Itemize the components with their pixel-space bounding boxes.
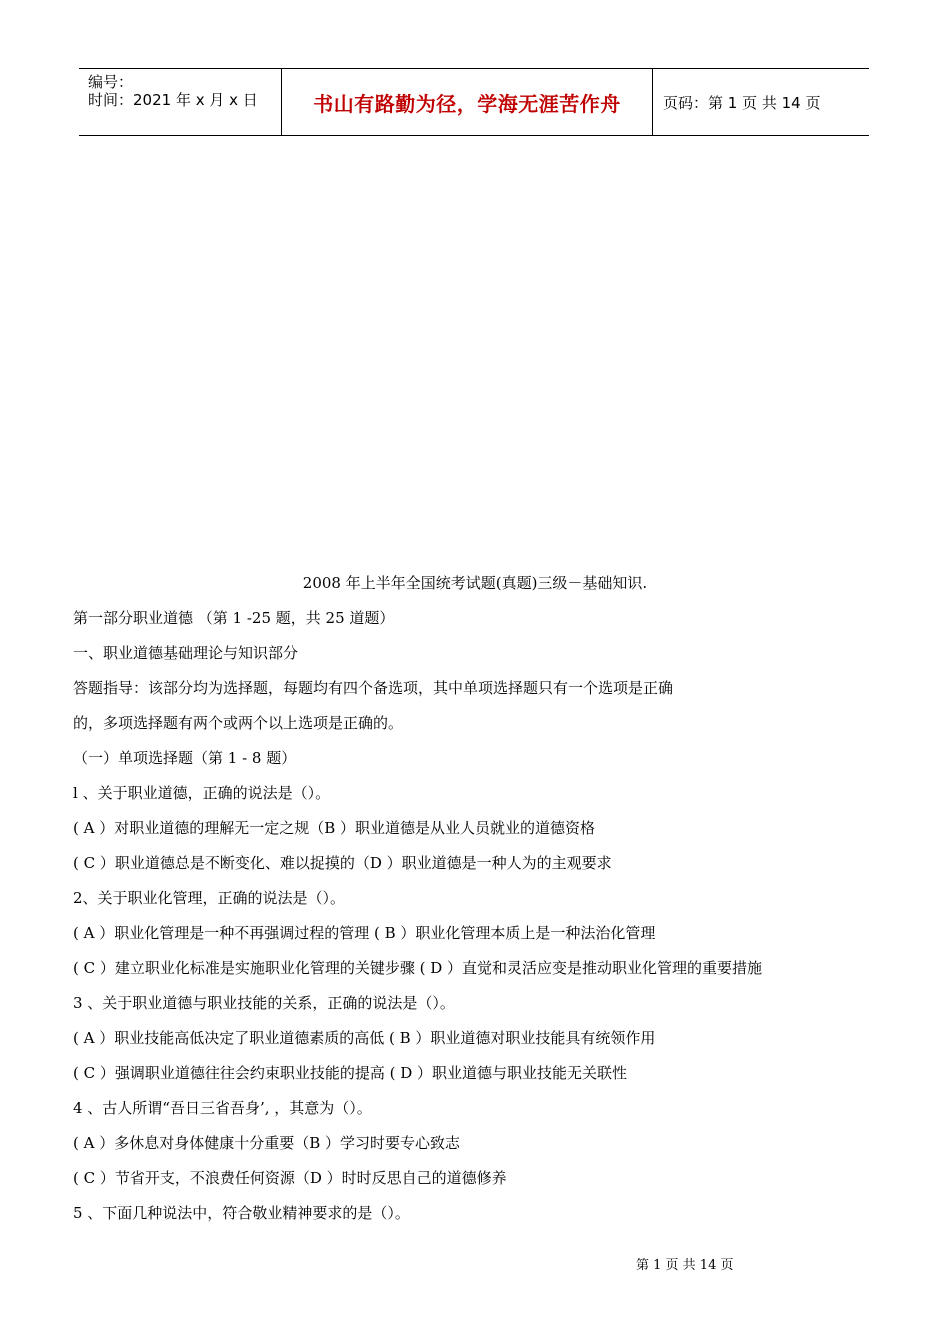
text-line: 一、职业道德基础理论与知识部分 [73,644,299,662]
text-line: （一）单项选择题（第 1 - 8 题） [73,749,297,767]
text-line: ( A ）职业化管理是一种不再强调过程的管理 ( B ）职业化管理本质上是一种法治化管理 [73,924,656,942]
text-line: ( A ）职业技能高低决定了职业道德素质的高低 ( B ）职业道德对职业技能具有统领作用 [73,1029,656,1047]
text-line: ( C ）建立职业化标准是实施职业化管理的关键步骤 ( D ）直觉和灵活应变是推动职业化管理的重要措施 [73,959,763,977]
header-motto-cell [281,69,653,135]
text-line: 答题指导：该部分均为选择题，每题均有四个备选项，其中单项选择题只有一个选项是正确 [73,679,674,697]
text-line: 3 、关于职业道德与职业技能的关系，正确的说法是（）。 [73,994,455,1012]
text-line: ( C ）强调职业道德往往会约束职业技能的提高 ( D ）职业道德与职业技能无关联性 [73,1064,628,1082]
text-line: 4 、古人所谓“吾日三省吾身’, ，其意为（）。 [73,1099,372,1117]
document-title: 2008 年上半年全国统考试题(真题)三级－基础知识. [302,574,648,592]
header-left-cell [79,69,281,135]
number-label: 编号： [88,73,134,91]
text-line: l 、关于职业道德，正确的说法是（）。 [73,784,331,802]
page-footer: 第 1 页 共 14 页 [636,1258,734,1273]
header-page-cell [653,69,869,135]
page-header [79,68,869,136]
text-line: ( A ）多休息对身体健康十分重要（B ）学习时要专心致志 [73,1134,461,1152]
motto-text: 书山有路勤为径，学海无涯苦作舟 [313,91,621,116]
text-line: 2、关于职业化管理，正确的说法是（）。 [73,889,346,907]
text-line: ( A ）对职业道德的理解无一定之规（B ）职业道德是从业人员就业的道德资格 [73,819,596,837]
page-info: 页码：第 1 页 共 14 页 [663,93,821,112]
text-line: 5 、下面几种说法中，符合敬业精神要求的是（）。 [73,1204,410,1222]
text-line: 第一部分职业道德 （第 1 -25 题，共 25 道题） [73,609,395,627]
text-line: 的，多项选择题有两个或两个以上选项是正确的。 [73,714,404,732]
text-line: ( C ）节省开支，不浪费任何资源（D ）时时反思自己的道德修养 [73,1169,507,1187]
text-line: ( C ）职业道德总是不断变化、难以捉摸的（D ）职业道德是一种人为的主观要求 [73,854,612,872]
document-body [73,608,873,1238]
time-label: 时间：2021 年 x 月 x 日 [88,91,258,109]
